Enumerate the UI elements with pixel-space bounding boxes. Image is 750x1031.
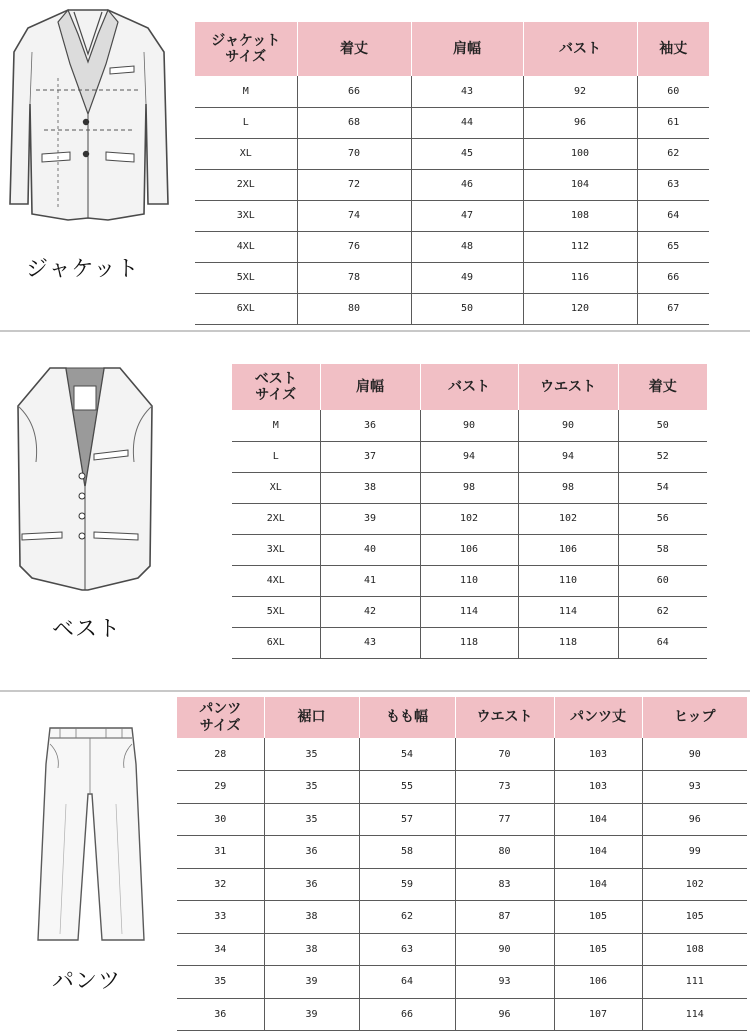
jacket-size-cell: 5XL [195,262,297,293]
jacket-value-cell: 63 [637,169,709,200]
jacket-value-cell: 66 [297,76,411,107]
jacket-size-cell: 4XL [195,231,297,262]
jacket-value-cell: 50 [411,293,523,324]
pants-value-cell: 111 [642,966,747,999]
pants-size-cell: 35 [177,966,264,999]
jacket-value-cell: 62 [637,138,709,169]
vest-table-row [232,596,707,627]
pants-value-cell: 54 [359,738,455,771]
vest-value-cell: 90 [420,410,518,441]
pants-size-cell: 29 [177,771,264,804]
pants-value-cell: 105 [554,901,642,934]
pants-header-thigh: もも幅 [359,697,455,738]
pants-value-cell: 105 [554,933,642,966]
vest-header-bust: バスト [420,364,518,410]
vest-size-cell: 4XL [232,565,320,596]
vest-value-cell: 50 [618,410,707,441]
pants-value-cell: 104 [554,868,642,901]
jacket-value-cell: 49 [411,262,523,293]
pants-value-cell: 39 [264,966,359,999]
pants-value-cell: 55 [359,771,455,804]
vest-value-cell: 110 [420,565,518,596]
jacket-size-cell: XL [195,138,297,169]
jacket-table-row [195,138,709,169]
vest-value-cell: 102 [518,503,618,534]
vest-header-size: ベスト サイズ [232,364,320,410]
pants-value-cell: 104 [554,836,642,869]
jacket-table-row [195,200,709,231]
section-divider-2 [0,690,750,692]
pants-value-cell: 96 [455,998,554,1031]
jacket-label: ジャケット [26,257,140,282]
vest-header-shoulder: 肩幅 [320,364,420,410]
vest-value-cell: 56 [618,503,707,534]
pants-table-row [177,901,747,934]
vest-size-table [232,364,707,659]
pants-size-cell: 36 [177,998,264,1031]
vest-value-cell: 58 [618,534,707,565]
vest-value-cell: 36 [320,410,420,441]
section-divider-1 [0,330,750,332]
jacket-header-shoulder: 肩幅 [411,22,523,76]
vest-size-cell: 3XL [232,534,320,565]
jacket-header-length: 着丈 [297,22,411,76]
jacket-table-row [195,262,709,293]
pants-value-cell: 36 [264,836,359,869]
pants-value-cell: 38 [264,933,359,966]
pants-value-cell: 114 [642,998,747,1031]
jacket-value-cell: 104 [523,169,637,200]
vest-value-cell: 110 [518,565,618,596]
pants-table-row [177,803,747,836]
vest-value-cell: 64 [618,627,707,658]
jacket-table-row [195,169,709,200]
vest-value-cell: 90 [518,410,618,441]
jacket-value-cell: 44 [411,107,523,138]
vest-value-cell: 43 [320,627,420,658]
vest-table-row [232,565,707,596]
pants-header-length: パンツ丈 [554,697,642,738]
pants-value-cell: 64 [359,966,455,999]
pants-size-cell: 33 [177,901,264,934]
pants-value-cell: 35 [264,803,359,836]
jacket-value-cell: 120 [523,293,637,324]
jacket-value-cell: 47 [411,200,523,231]
pants-value-cell: 83 [455,868,554,901]
pants-value-cell: 80 [455,836,554,869]
vest-size-cell: 5XL [232,596,320,627]
pants-value-cell: 90 [455,933,554,966]
vest-value-cell: 106 [420,534,518,565]
pants-value-cell: 93 [455,966,554,999]
jacket-header-bust: バスト [523,22,637,76]
pants-size-table [177,697,747,1031]
jacket-header-size: ジャケット サイズ [195,22,297,76]
vest-header-length: 着丈 [618,364,707,410]
vest-value-cell: 37 [320,441,420,472]
pants-value-cell: 96 [642,803,747,836]
jacket-value-cell: 92 [523,76,637,107]
vest-value-cell: 118 [518,627,618,658]
jacket-table-row [195,293,709,324]
pants-illustration [36,724,146,946]
pants-table-row [177,966,747,999]
pants-value-cell: 77 [455,803,554,836]
pants-value-cell: 108 [642,933,747,966]
jacket-size-cell: L [195,107,297,138]
vest-size-cell: 2XL [232,503,320,534]
jacket-table-row [195,76,709,107]
jacket-value-cell: 68 [297,107,411,138]
pants-value-cell: 107 [554,998,642,1031]
vest-value-cell: 60 [618,565,707,596]
pants-value-cell: 36 [264,868,359,901]
pants-value-cell: 106 [554,966,642,999]
pants-size-cell: 28 [177,738,264,771]
vest-value-cell: 106 [518,534,618,565]
pants-value-cell: 66 [359,998,455,1031]
pants-header-waist: ウエスト [455,697,554,738]
vest-value-cell: 62 [618,596,707,627]
jacket-value-cell: 48 [411,231,523,262]
vest-label: ベスト [52,617,122,642]
pants-value-cell: 63 [359,933,455,966]
jacket-value-cell: 80 [297,293,411,324]
pants-size-cell: 32 [177,868,264,901]
pants-value-cell: 99 [642,836,747,869]
jacket-value-cell: 70 [297,138,411,169]
vest-value-cell: 41 [320,565,420,596]
jacket-value-cell: 65 [637,231,709,262]
pants-value-cell: 35 [264,738,359,771]
vest-value-cell: 54 [618,472,707,503]
pants-header-size: パンツ サイズ [177,697,264,738]
jacket-value-cell: 72 [297,169,411,200]
pants-label: パンツ [52,969,122,994]
pants-value-cell: 62 [359,901,455,934]
jacket-value-cell: 116 [523,262,637,293]
pants-value-cell: 93 [642,771,747,804]
vest-value-cell: 118 [420,627,518,658]
vest-table-row [232,534,707,565]
pants-size-cell: 34 [177,933,264,966]
jacket-value-cell: 66 [637,262,709,293]
pants-value-cell: 103 [554,771,642,804]
vest-header-waist: ウエスト [518,364,618,410]
vest-size-cell: M [232,410,320,441]
vest-value-cell: 98 [518,472,618,503]
jacket-value-cell: 108 [523,200,637,231]
pants-value-cell: 58 [359,836,455,869]
pants-table-row [177,933,747,966]
vest-value-cell: 98 [420,472,518,503]
vest-illustration [10,366,160,592]
vest-value-cell: 39 [320,503,420,534]
jacket-value-cell: 112 [523,231,637,262]
pants-value-cell: 35 [264,771,359,804]
pants-table-row [177,998,747,1031]
jacket-table-row [195,231,709,262]
jacket-illustration [8,4,170,222]
vest-size-cell: 6XL [232,627,320,658]
vest-table-row [232,472,707,503]
pants-value-cell: 102 [642,868,747,901]
pants-size-cell: 31 [177,836,264,869]
vest-table-row [232,627,707,658]
pants-table-row [177,738,747,771]
pants-table-row [177,868,747,901]
vest-table-row [232,441,707,472]
jacket-header-sleeve: 袖丈 [637,22,709,76]
jacket-size-table [195,22,709,325]
pants-value-cell: 103 [554,738,642,771]
vest-value-cell: 52 [618,441,707,472]
pants-value-cell: 90 [642,738,747,771]
vest-value-cell: 94 [518,441,618,472]
pants-header-hip: ヒップ [642,697,747,738]
jacket-value-cell: 43 [411,76,523,107]
vest-table-row [232,410,707,441]
pants-value-cell: 59 [359,868,455,901]
vest-size-cell: XL [232,472,320,503]
vest-table-row [232,503,707,534]
pants-value-cell: 39 [264,998,359,1031]
jacket-value-cell: 61 [637,107,709,138]
jacket-size-cell: 3XL [195,200,297,231]
pants-value-cell: 57 [359,803,455,836]
jacket-value-cell: 100 [523,138,637,169]
jacket-value-cell: 78 [297,262,411,293]
pants-value-cell: 104 [554,803,642,836]
jacket-size-cell: 6XL [195,293,297,324]
vest-size-cell: L [232,441,320,472]
jacket-table-row [195,107,709,138]
jacket-value-cell: 60 [637,76,709,107]
jacket-value-cell: 45 [411,138,523,169]
jacket-size-cell: M [195,76,297,107]
vest-header-row [232,364,707,410]
vest-value-cell: 114 [518,596,618,627]
vest-value-cell: 40 [320,534,420,565]
jacket-value-cell: 74 [297,200,411,231]
vest-value-cell: 114 [420,596,518,627]
vest-value-cell: 38 [320,472,420,503]
pants-value-cell: 105 [642,901,747,934]
pants-header-row [177,697,747,738]
pants-table-row [177,771,747,804]
vest-value-cell: 94 [420,441,518,472]
pants-table-row [177,836,747,869]
pants-value-cell: 70 [455,738,554,771]
jacket-header-row [195,22,709,76]
pants-header-hem: 裾口 [264,697,359,738]
jacket-value-cell: 76 [297,231,411,262]
pants-value-cell: 38 [264,901,359,934]
vest-value-cell: 42 [320,596,420,627]
jacket-value-cell: 67 [637,293,709,324]
pants-value-cell: 87 [455,901,554,934]
jacket-value-cell: 64 [637,200,709,231]
jacket-size-cell: 2XL [195,169,297,200]
vest-value-cell: 102 [420,503,518,534]
jacket-value-cell: 96 [523,107,637,138]
jacket-value-cell: 46 [411,169,523,200]
pants-size-cell: 30 [177,803,264,836]
pants-value-cell: 73 [455,771,554,804]
